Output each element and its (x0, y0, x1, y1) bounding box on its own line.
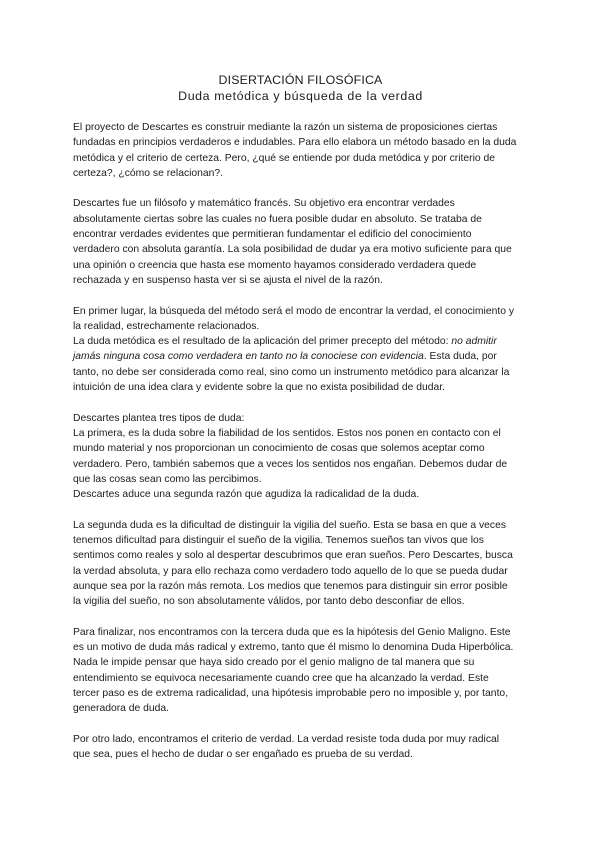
paragraph-methodic-doubt (73, 334, 518, 395)
paragraph-criterion: Por otro lado, encontramos el criterio de verdad. La verdad resiste toda duda por muy radical que sea, pues el hecho de dudar o ser engañado es prueba de su verdad. (73, 733, 500, 761)
paragraph-intro: El proyecto de Descartes es construir mediante la razón un sistema de proposiciones ciertas fundadas en principios verdaderos e indudables. Para ello elabora un método basado en la duda metódica y el criterio de certeza. Pero, ¿qué se entiende por duda metódica y por criterio de certeza?, ¿cómo se relacionan?. (73, 122, 517, 179)
document-subtitle: Duda metódica y búsqueda de la verdad (178, 89, 423, 103)
document-title: DISERTACIÓN FILOSÓFICA (218, 73, 383, 87)
paragraph-third-doubt: Para finalizar, nos encontramos con la tercera duda que es la hipótesis del Genio Maligno. Este es un motivo de duda más radical y extremo, tanto que él mismo lo denomina Duda Hiperbólica. Nada le impide pensar que haya sido creado por el genio maligno de tal manera que su entendimiento se equivoca necesariamente cuando cree que ha alcanzado la verdad. Este tercer paso es de extrema radicalidad, una hipótesis improbable pero no imposible y, por tanto, generadora de duda. (73, 626, 514, 715)
paragraph-second-reason: Descartes aduce una segunda razón que agudiza la radicalidad de la duda. (73, 489, 420, 501)
document-body (73, 120, 518, 762)
paragraph-three-doubts: Descartes plantea tres tipos de duda: (73, 412, 245, 424)
paragraph-text: . Esta duda, por tanto, no debe ser considerada como real, sino como un instrumento metódico para alcanzar la intuición de una idea clara y evidente sobre la que no exista posibilidad de dudar. (73, 351, 510, 394)
paragraph-first-doubt: La primera, es la duda sobre la fiabilidad de los sentidos. Estos nos ponen en contacto con el mundo material y nos proporcionan un conocimiento de cosas que solemos aceptar como verdadero. Pero, también sabemos que a veces los sentidos nos engañan. Debemos dudar de que las cosas sean como las percibimos. (73, 427, 508, 485)
paragraph-text: La duda metódica es el resultado de la aplicación del primer precepto del método: (73, 336, 452, 348)
paragraph-descartes: Descartes fue un filósofo y matemático francés. Su objetivo era encontrar verdades absolutamente ciertas sobre las cuales no fuera posible dudar en absoluto. Se trataba de encontrar verdades evidentes que permitieran fundamentar el edificio del conocimiento verdadero con absoluta garantía. La sola posibilidad de dudar ya era motivo suficiente para que una opinión o creencia que hasta ese momento hayamos considerado verdadera quede rechazada y en suspenso hasta ver si se ajusta el nivel de la razón. (73, 198, 512, 286)
paragraph-second-doubt: La segunda duda es la dificultad de distinguir la vigilia del sueño. Esta se basa en que a veces tenemos dificultad para distinguir el sueño de la vigilia. Tenemos sueños tan vivos que los sentimos como reales y solo al despertar descubrimos que eran sueños. Pero Descartes, busca la verdad absoluta, y para ello rechaza como verdadero todo aquello de lo que se pueda dudar aunque sea por la razón más remota. Los medios que tenemos para distinguir sin error posible la vigilia del sueño, no son absolutamente válidos, por tanto debo desconfiar de ellos. (73, 519, 513, 608)
paragraph-method: En primer lugar, la búsqueda del método será el modo de encontrar la verdad, el conocimiento y la realidad, estrechamente relacionados. (73, 305, 515, 332)
italic-quote: no admitir jamás ninguna cosa como verdadera en tanto no la conociese con evidencia (73, 336, 497, 363)
